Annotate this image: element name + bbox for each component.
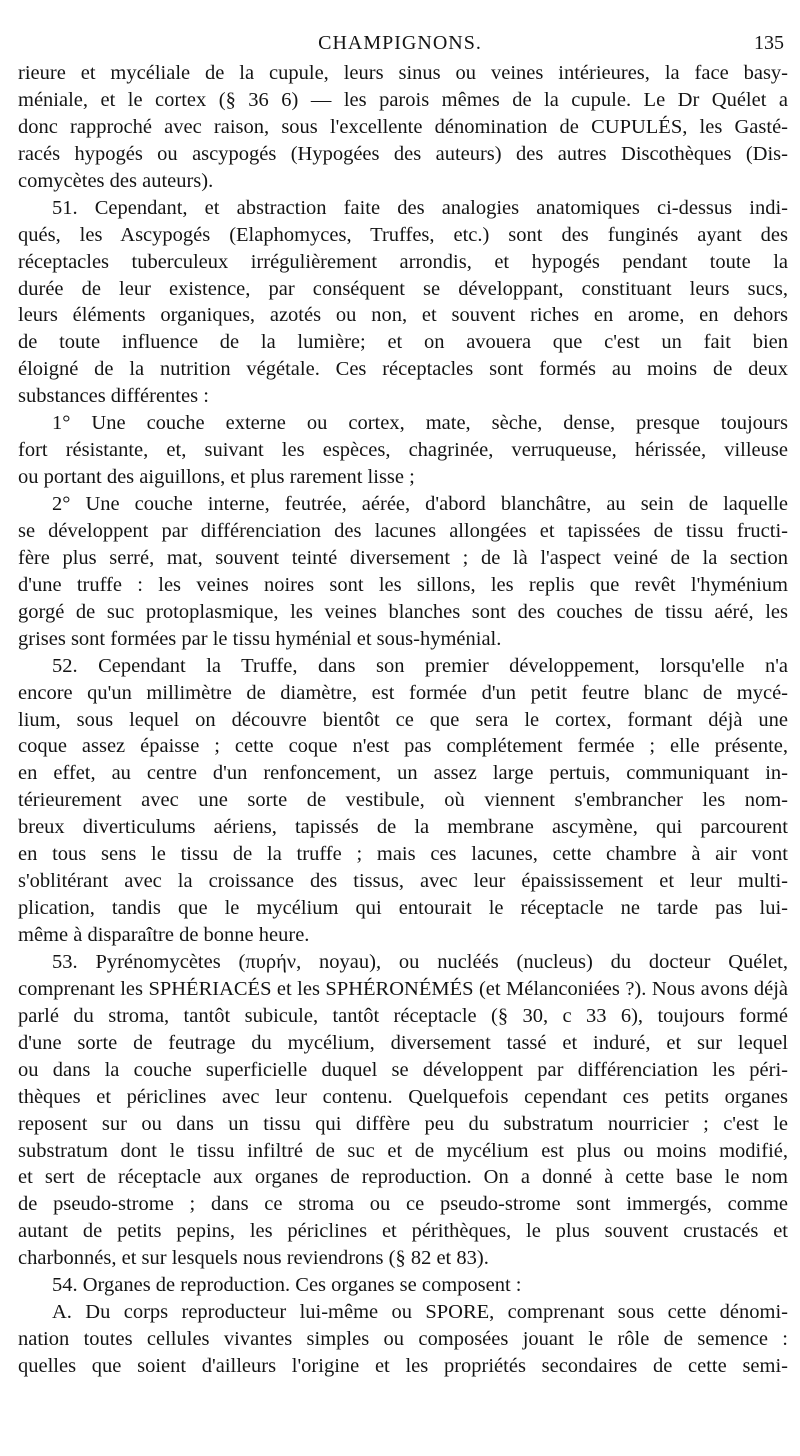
text-line: encore qu'un millimètre de diamètre, est formée d'un petit feutre blanc de mycé- [18, 681, 788, 704]
text-line: fère plus serré, mat, souvent teinté diversement ; de là l'aspect veiné de la section [18, 546, 788, 569]
text-line: nation toutes cellules vivantes simples ou composées jouant le rôle de semence : [18, 1328, 788, 1351]
text-line: reposent sur ou dans un tissu qui diffère peu du substratum nourricier ; c'est le [18, 1112, 788, 1135]
text-line: autant de petits pepins, les périclines et périthèques, le plus souvent crustacés et [18, 1220, 788, 1243]
text-line: comycètes des auteurs). [18, 169, 214, 192]
text-line: plication, tandis que le mycélium qui entourait le réceptacle ne tarde pas lui- [18, 897, 788, 920]
text-line: comprenant les SPHÉRIACÉS et les SPHÉRONÉMÉS (et Mélanconiées ?). Nous avons déjà [18, 977, 788, 1000]
text-line: donc rapproché avec raison, sous l'excellente dénomination de CUPULÉS, les Gasté- [18, 115, 788, 138]
text-line: de toute influence de la lumière; et on avouera que c'est un fait bien [18, 331, 788, 354]
text-line: réceptacles tuberculeux irrégulièrement arrondis, et hypogés pendant toute la [18, 250, 788, 273]
text-line: de pseudo-strome ; dans ce stroma ou ce pseudo-strome sont immergés, comme [18, 1193, 788, 1216]
body-text [18, 60, 788, 1380]
text-line: méniale, et le cortex (§ 36 6) — les parois mêmes de la cupule. Le Dr Quélet a [18, 88, 788, 111]
text-line: grises sont formées par le tissu hyménial et sous-hyménial. [18, 627, 502, 650]
text-line: s'oblitérant avec la croissance des tissus, avec leur épaississement et leur multi- [18, 870, 788, 893]
running-head [0, 28, 800, 58]
text-line: ou portant des aiguillons, et plus rarement lisse ; [18, 466, 415, 489]
text-line: d'une sorte de feutrage du mycélium, diversement tassé et induré, et sur lequel [18, 1031, 788, 1054]
text-line: même à disparaître de bonne heure. [18, 924, 310, 946]
text-line: substratum dont le tissu infiltré de suc et de mycélium est plus ou moins modifié, [18, 1139, 788, 1162]
text-line: racés hypogés ou ascypogés (Hypogées des auteurs) des autres Discothèques (Dis- [18, 142, 788, 165]
text-line: fort résistante, et, suivant les espèces, chagrinée, verruqueuse, hérissée, villeuse [18, 439, 788, 462]
text-line: quelles que soient d'ailleurs l'origine et les propriétés secondaires de cette semi- [18, 1355, 788, 1377]
running-title: CHAMPIGNONS. [318, 32, 482, 54]
text-line: leurs éléments organiques, azotés ou non, et souvent riches en arome, en dehors [18, 304, 788, 327]
text-line: 2° Une couche interne, feutrée, aérée, d'abord blanchâtre, au sein de laquelle [52, 493, 788, 515]
text-line: durée de leur existence, par conséquent se développant, constituant leurs sucs, [18, 277, 788, 300]
text-line: 1° Une couche externe ou cortex, mate, sèche, dense, presque toujours [52, 412, 788, 435]
text-line: A. Du corps reproducteur lui-même ou SPORE, comprenant sous cette dénomi- [52, 1301, 788, 1324]
text-line: 51. Cependant, et abstraction faite des analogies anatomiques ci-dessus indi- [52, 196, 788, 219]
text-line: térieurement avec une sorte de vestibule, où viennent s'embrancher les nom- [18, 789, 788, 812]
text-line: 52. Cependant la Truffe, dans son premier développement, lorsqu'elle n'a [52, 654, 788, 677]
text-line: charbonnés, et sur lesquels nous reviendrons (§ 82 et 83). [18, 1247, 489, 1270]
page-number: 135 [754, 32, 784, 54]
text-line: thèques et périclines avec leur contenu. Quelquefois cependant ces petits organes [18, 1085, 788, 1108]
text-line: parlé du stroma, tantôt subicule, tantôt réceptacle (§ 30, c 33 6), toujours formé [18, 1004, 788, 1027]
text-line: se développent par différenciation des lacunes allongées et tapissées de tissu fructi- [18, 519, 788, 542]
text-line: en tous sens le tissu de la truffe ; mais ces lacunes, cette chambre à air vont [18, 843, 788, 866]
text-line: lium, sous lequel on découvre bientôt ce que sera le cortex, formant déjà une [18, 708, 788, 731]
text-line: gorgé de suc protoplasmique, les veines blanches sont des couches de tissu aéré, les [18, 600, 788, 623]
text-line: et sert de réceptacle aux organes de reproduction. On a donné à cette base le nom [18, 1166, 788, 1189]
text-line: qués, les Ascypogés (Elaphomyces, Truffes, etc.) sont des funginés ayant des [18, 223, 788, 246]
text-line: en effet, au centre d'un renfoncement, un assez large pertuis, communiquant in- [18, 762, 788, 785]
text-line: ou dans la couche superficielle duquel se développent par différenciation les péri- [18, 1058, 788, 1081]
text-line: breux diverticulums aériens, tapissés de la membrane ascymène, qui parcourent [18, 816, 788, 839]
text-line: 54. Organes de reproduction. Ces organes se composent : [52, 1274, 522, 1297]
text-line: rieure et mycéliale de la cupule, leurs sinus ou veines intérieures, la face basy- [18, 62, 788, 84]
text-line: coque assez épaisse ; cette coque n'est pas complétement fermée ; elle présente, [18, 735, 788, 758]
text-line: 53. Pyrénomycètes (πυρήν, noyau), ou nucléés (nucleus) du docteur Quélet, [52, 950, 788, 973]
text-line: d'une truffe : les veines noires sont les sillons, les replis que revêt l'hyménium [18, 573, 788, 596]
text-line: substances différentes : [18, 385, 209, 408]
text-line: éloigné de la nutrition végétale. Ces réceptacles sont formés au moins de deux [18, 358, 788, 381]
